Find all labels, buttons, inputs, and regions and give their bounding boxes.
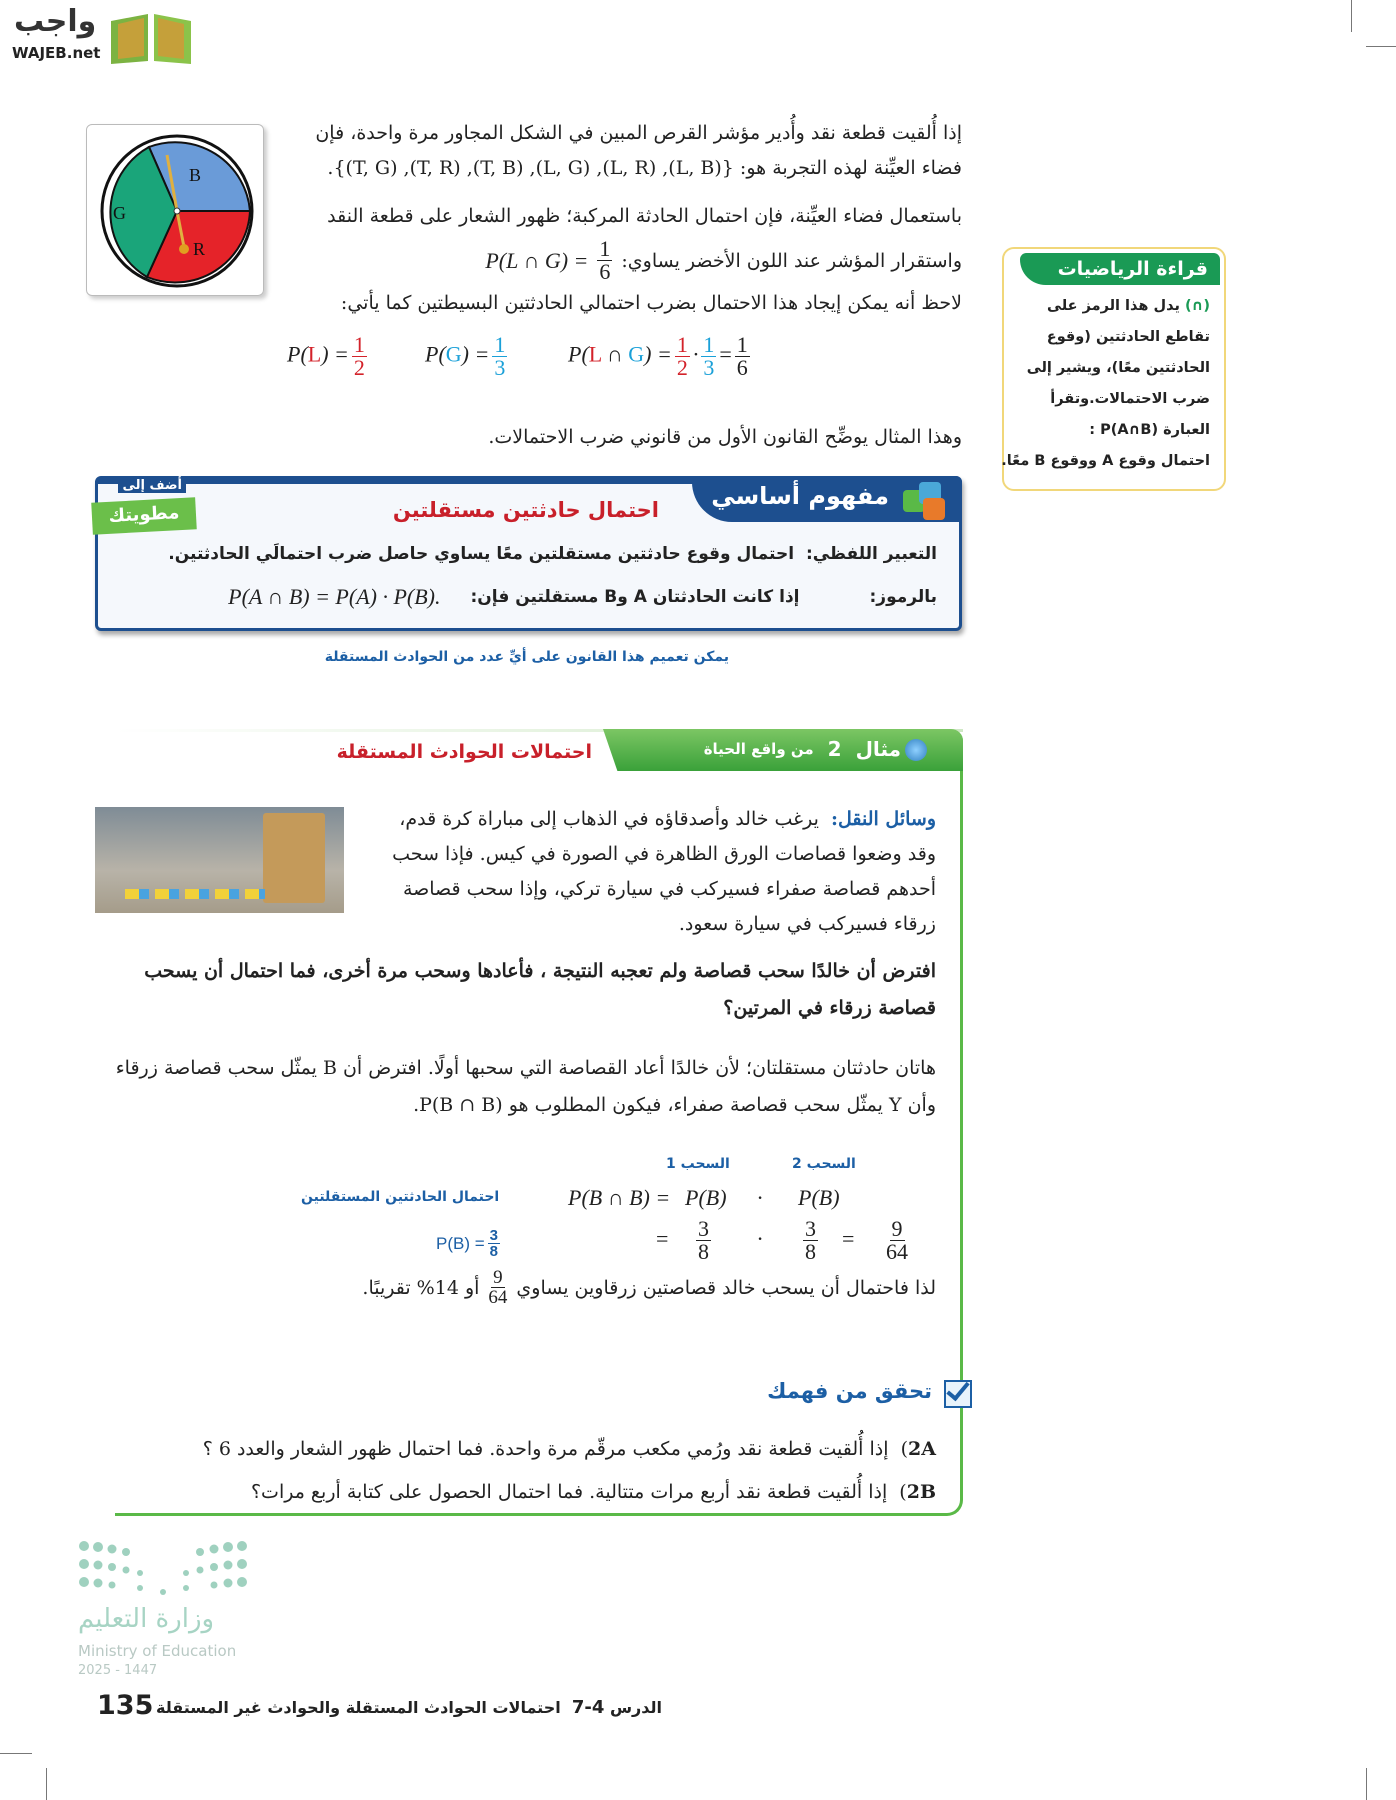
symbols-text: إذا كانت الحادثتان A وB مستقلتين فإن: — [470, 587, 800, 607]
key-concept-header: مفهوم أساسي — [711, 482, 889, 510]
lesson-footer: الدرس 7-4 احتمالات الحوادث المستقلة والحوادث غير المستقلة — [156, 1697, 662, 1718]
crop-mark — [1366, 46, 1396, 47]
example-label: مثال — [855, 737, 901, 761]
conclusion: أو 14% تقريبًا. $\frac{9}{64}$ لذا فاحتمال أن يسحب خالد قصاصتين زرقاوين يساوي — [362, 1267, 936, 1308]
symbols-row — [228, 584, 937, 610]
example-line: أحدهم قصاصة صفراء فسيركب في سيارة تركي، وإذا سحب قصاصة — [402, 878, 936, 900]
intro-line: P(L ∩ G) = $\frac{1}{6}$ واستقرار المؤشر عند اللون الأخضر يساوي: — [485, 236, 962, 284]
ministry-dots-icon — [78, 1540, 248, 1600]
check-title: تحقق من فهمك — [767, 1379, 932, 1403]
crop-mark — [1351, 0, 1352, 32]
check-item-2b[interactable]: 2B) إذا أُلقيت قطعة نقد أربع مرات متتالية. فما احتمال الحصول على كتابة أربع مرات؟ — [250, 1481, 936, 1503]
verbal-row: التعبير اللفظي: احتمال وقوع حادثتين مستقلتين معًا يساوي حاصل ضرب احتمالَي الحادثتين. — [168, 544, 937, 564]
draw-1-label: السحب 1 — [666, 1156, 730, 1172]
formula-plg: P(L ∩ G) = $\frac{1}{2}$ · $\frac{1}{3}$ = $\frac{1}{6}$ — [568, 332, 748, 380]
solution-line: وأن Y يمثّل سحب قصاصة صفراء، فيكون المطلوب هو P(B ∩ B). — [413, 1094, 936, 1116]
independent-label: احتمال الحادثتين المستقلتين — [301, 1189, 500, 1205]
formula-pl: P(L) = $\frac{1}{2}$ — [287, 332, 365, 380]
checkmark-icon — [944, 1380, 972, 1408]
eq-pb-2: P(B) — [798, 1185, 840, 1210]
example-line: وقد وضعوا قصاصات الورق الظاهرة في الصورة في كيس. فإذا سحب — [392, 843, 936, 865]
crop-mark — [0, 1753, 32, 1754]
example-number: 2 — [827, 737, 842, 761]
side-pb: P(B) = $\frac{3}{8}$ — [436, 1227, 498, 1260]
reading-title: قراءة الرياضيات — [1020, 253, 1220, 285]
question-line: افترض أن خالدًا سحب قصاصة ولم تعجبه النتيجة ، فأعادها وسحب مرة أخرى، فما احتمال أن يسحب — [144, 960, 936, 982]
symbols-label: بالرموز: — [869, 587, 937, 607]
intro-line: لاحظ أنه يمكن إيجاد هذا الاحتمال بضرب احتمالي الحادثتين البسيطتين كما يأتي: — [340, 292, 962, 314]
page-number: 135 — [97, 1690, 154, 1721]
solution-line: هاتان حادثتان مستقلتان؛ لأن خالدًا أعاد القصاصة التي سحبها أولًا. افترض أن B يمثّل سحب قصاصة زرقاء — [115, 1057, 936, 1079]
eq-left: P(B ∩ B) = — [568, 1185, 671, 1210]
draw-2-label: السحب 2 — [792, 1156, 856, 1172]
math-reading-box: قراءة الرياضيات (∩) يدل هذا الرمز على تقاطع الحادثتين (وقوع الحادثتين معًا)، ويشير إلى ضرب الاحتمالات.وتقرأ العبارة P(A∩B) : احتمال وقوع A ووقوع B معًا. — [1002, 247, 1226, 491]
crop-mark — [1366, 1768, 1367, 1800]
ministry-year: 2025 - 1447 — [78, 1663, 158, 1678]
spinner-label: B — [189, 165, 202, 185]
intro-line: إذا أُلقيت قطعة نقد وأُدير مؤشر القرص المبين في الشكل المجاور مرة واحدة، فإن — [315, 122, 962, 144]
key-concept-title: احتمال حادثتين مستقلتين — [392, 498, 659, 522]
book-icon — [106, 6, 196, 66]
spinner-label: G — [113, 203, 126, 223]
intro-line: وهذا المثال يوضِّح القانون الأول من قانوني ضرب الاحتمالات. — [488, 426, 962, 448]
check-item-2a[interactable]: 2A) إذا أُلقيت قطعة نقد ورُمي مكعب مرقّم مرة واحدة. فما احتمال ظهور الشعار والعدد 6 ؟ — [202, 1438, 936, 1460]
example-line: زرقاء فسيركب في سيارة سعود. — [678, 913, 936, 935]
intersection-symbol: (∩) — [1184, 298, 1210, 314]
example-subtitle: من واقع الحياة — [703, 740, 814, 758]
formula-pg: P(G) = $\frac{1}{3}$ — [425, 332, 506, 380]
crop-mark — [46, 1768, 47, 1800]
note: يمكن تعميم هذا القانون على أيِّ عدد من الحوادث المستقلة — [324, 649, 729, 665]
intro-line: باستعمال فضاء العيِّنة، فإن احتمال الحادثة المركبة؛ ظهور الشعار على قطعة النقد — [327, 205, 962, 227]
foldable-badge[interactable]: أضف إلى مطويتك — [92, 478, 204, 534]
example-title: احتمالات الحوادث المستقلة — [336, 741, 592, 763]
question-line: قصاصة زرقاء في المرتين؟ — [723, 997, 936, 1019]
eq-pb-1: P(B) — [685, 1185, 727, 1210]
example-line: وسائل النقل: يرغب خالد وأصدقاؤه في الذهاب إلى مباراة كرة قدم، — [399, 808, 936, 830]
wajeb-logo: واجب WAJEB.net — [10, 4, 195, 66]
globe-icon — [905, 739, 927, 761]
ministry-arabic: وزارة التعليم — [78, 1604, 215, 1634]
ministry-english: Ministry of Education — [78, 1642, 237, 1660]
spinner-label: R — [193, 239, 206, 259]
intro-line: فضاء العيِّنة لهذه التجربة هو: {(L, B), (L, R), (L, G), (T, B), (T, R), (T, G)}. — [327, 157, 962, 179]
symbols-formula: P(A ∩ B) = P(A) · P(B). — [228, 584, 441, 609]
spinner-figure — [86, 124, 264, 296]
paper-bag-photo — [95, 807, 344, 913]
key-concept-box — [95, 476, 962, 631]
puzzle-icon — [899, 480, 951, 524]
spinner-icon — [87, 125, 265, 297]
